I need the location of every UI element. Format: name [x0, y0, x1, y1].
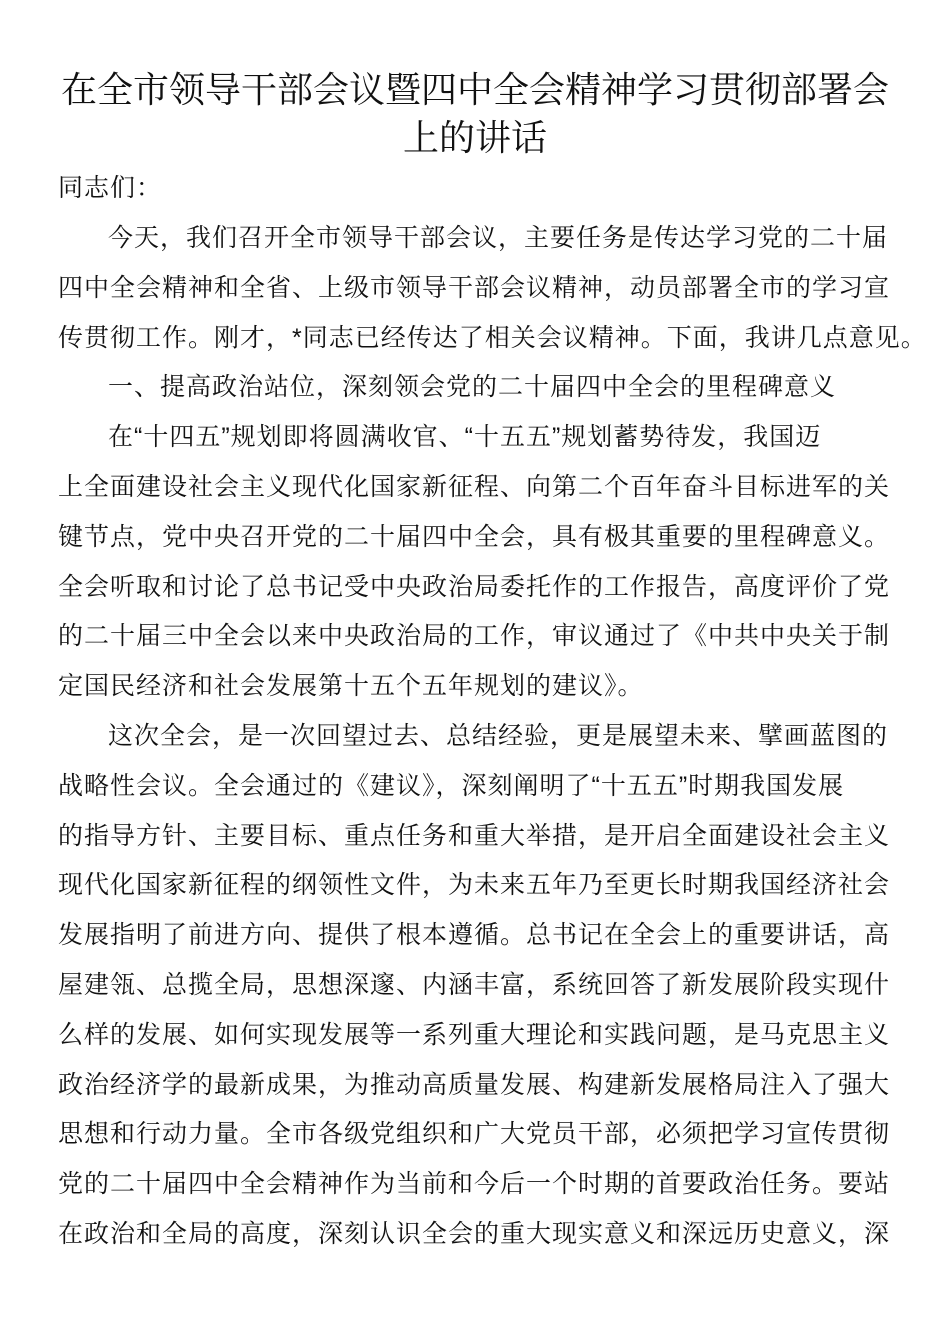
paragraph-line: 全会听取和讨论了总书记受中央政治局委托作的工作报告，高度评价了党	[58, 572, 891, 601]
paragraph-line: 的二十届三中全会以来中央政治局的工作，审议通过了《中共中央关于制	[58, 622, 891, 651]
paragraph-line: 发展指明了前进方向、提供了根本遵循。总书记在全会上的重要讲话，高	[58, 921, 891, 950]
paragraph-line: 政治经济学的最新成果，为推动高质量发展、构建新发展格局注入了强大	[58, 1070, 891, 1099]
paragraph-line: 屋建瓴、总揽全局，思想深邃、内涵丰富，系统回答了新发展阶段实现什	[58, 971, 891, 999]
document-title-line-1: 在全市领导干部会议暨四中全会精神学习贯彻部署会	[60, 69, 889, 110]
document-title-line-2: 上的讲话	[402, 117, 547, 158]
section-heading: 一、提高政治站位，深刻领会党的二十届四中全会的里程碑意义	[108, 373, 837, 402]
paragraph-line: 四中全会精神和全省、上级市领导干部会议精神，动员部署全市的学习宣	[58, 273, 891, 302]
paragraph-line: 传贯彻工作。刚才，*同志已经传达了相关会议精神。下面，我讲几点意见。	[58, 323, 927, 352]
paragraph-line: 么样的发展、如何实现发展等一系列重大理论和实践问题，是马克思主义	[58, 1020, 891, 1049]
paragraph-line: 战略性会议。全会通过的《建议》，深刻阐明了“十五五”时期我国发展	[58, 771, 845, 800]
paragraph-line: 党的二十届四中全会精神作为当前和今后一个时期的首要政治任务。要站	[58, 1170, 891, 1199]
paragraph-line: 在政治和全局的高度，深刻认识全会的重大现实意义和深远历史意义，深	[58, 1220, 891, 1248]
paragraph-line: 上全面建设社会主义现代化国家新征程、向第二个百年奋斗目标进军的关	[58, 473, 891, 501]
paragraph-line: 今天，我们召开全市领导干部会议，主要任务是传达学习党的二十届	[108, 224, 889, 252]
paragraph-line: 思想和行动力量。全市各级党组织和广大党员干部，必须把学习宣传贯彻	[58, 1120, 891, 1149]
paragraph-line: 键节点，党中央召开党的二十届四中全会，具有极其重要的里程碑意义。	[58, 522, 891, 551]
salutation: 同志们：	[58, 174, 163, 202]
paragraph-line: 的指导方针、主要目标、重点任务和重大举措，是开启全面建设社会主义	[58, 821, 891, 850]
paragraph-line: 在“十四五”规划即将圆满收官、“十五五”规划蓄势待发，我国迈	[108, 423, 822, 452]
paragraph-line: 定国民经济和社会发展第十五个五年规划的建议》。	[58, 672, 644, 701]
paragraph-line: 现代化国家新征程的纲领性文件，为未来五年乃至更长时期我国经济社会	[58, 871, 891, 900]
paragraph-line: 这次全会，是一次回望过去、总结经验，更是展望未来、擘画蓝图的	[108, 722, 889, 750]
